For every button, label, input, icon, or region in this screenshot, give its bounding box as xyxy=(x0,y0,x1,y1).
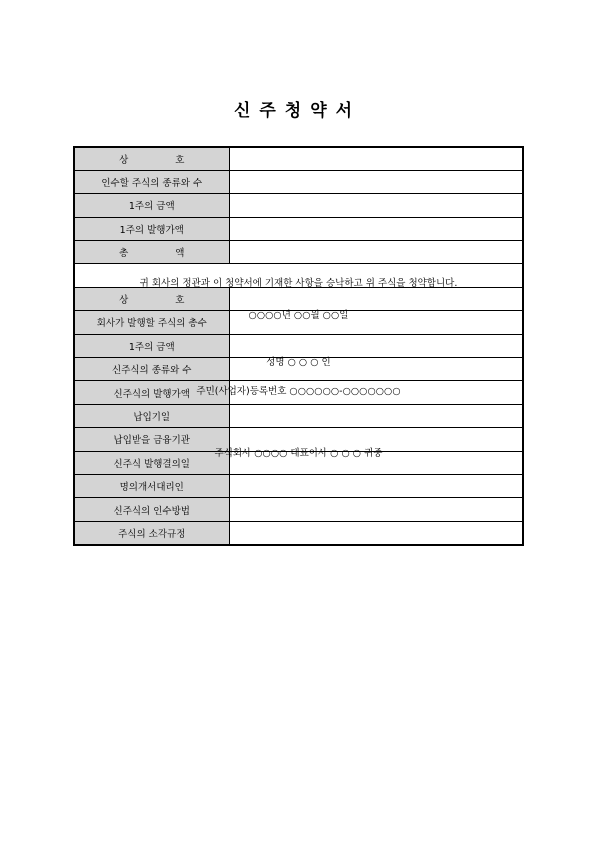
field-share-type-count[interactable] xyxy=(229,170,523,193)
label-issue-price: 1주의 발행가액 xyxy=(74,217,229,240)
label-new-share-issue-price: 신주식의 발행가액 xyxy=(74,381,229,404)
table-row xyxy=(74,521,523,544)
field-retirement-provisions[interactable] xyxy=(229,521,523,544)
label-trade-name: 상 호 xyxy=(74,147,229,170)
table-row xyxy=(74,194,523,217)
field-payment-date[interactable] xyxy=(229,404,523,427)
label-share-type-count: 인수할 주식의 종류와 수 xyxy=(74,170,229,193)
statement-text: 귀 회사의 정관과 이 청약서에 기재한 사항을 승낙하고 위 주식을 청약합니다. xyxy=(139,278,458,290)
label-transfer-agent: 명의개서대리인 xyxy=(74,474,229,497)
label-authorized-shares: 회사가 발행할 주식의 총수 xyxy=(74,311,229,334)
field-trade-name[interactable] xyxy=(229,147,523,170)
label-subscription-method: 신주식의 인수방법 xyxy=(74,498,229,521)
statement-date[interactable]: ○○○○년 ○○월 ○○일 xyxy=(248,310,349,322)
document-title: 신주청약서 xyxy=(233,101,362,121)
table-row xyxy=(74,170,523,193)
field-par-value[interactable] xyxy=(229,194,523,217)
label-par-value: 1주의 금액 xyxy=(74,194,229,217)
table-row xyxy=(74,474,523,497)
field-transfer-agent[interactable] xyxy=(229,474,523,497)
label-total-amount: 총 액 xyxy=(74,241,229,264)
label-new-share-type-count: 신주식의 종류와 수 xyxy=(74,358,229,381)
label-receiving-bank: 납입받을 금융기관 xyxy=(74,428,229,451)
statement-id-number[interactable]: 주민(사업자)등록번호 ○○○○○○-○○○○○○○ xyxy=(196,386,401,398)
statement-addressee: 주식회사 ○○○○ 대표이사 ○ ○ ○ 귀중 xyxy=(214,448,383,460)
field-subscription-method[interactable] xyxy=(229,498,523,521)
subscription-form-table xyxy=(73,146,524,546)
statement-signature[interactable]: 성명 ○ ○ ○ 인 xyxy=(266,357,331,369)
label-resolution-date: 신주식 발행결의일 xyxy=(74,451,229,474)
field-issue-price[interactable] xyxy=(229,217,523,240)
label-retirement-provisions: 주식의 소각규정 xyxy=(74,521,229,544)
statement-row xyxy=(74,264,523,287)
table-row xyxy=(74,498,523,521)
field-total-amount[interactable] xyxy=(229,241,523,264)
table-row xyxy=(74,147,523,170)
label-par-value-2: 1주의 금액 xyxy=(74,334,229,357)
label-company-name: 상 호 xyxy=(74,287,229,310)
table-row xyxy=(74,241,523,264)
table-row xyxy=(74,404,523,427)
table-row xyxy=(74,217,523,240)
label-payment-date: 납입기일 xyxy=(74,404,229,427)
